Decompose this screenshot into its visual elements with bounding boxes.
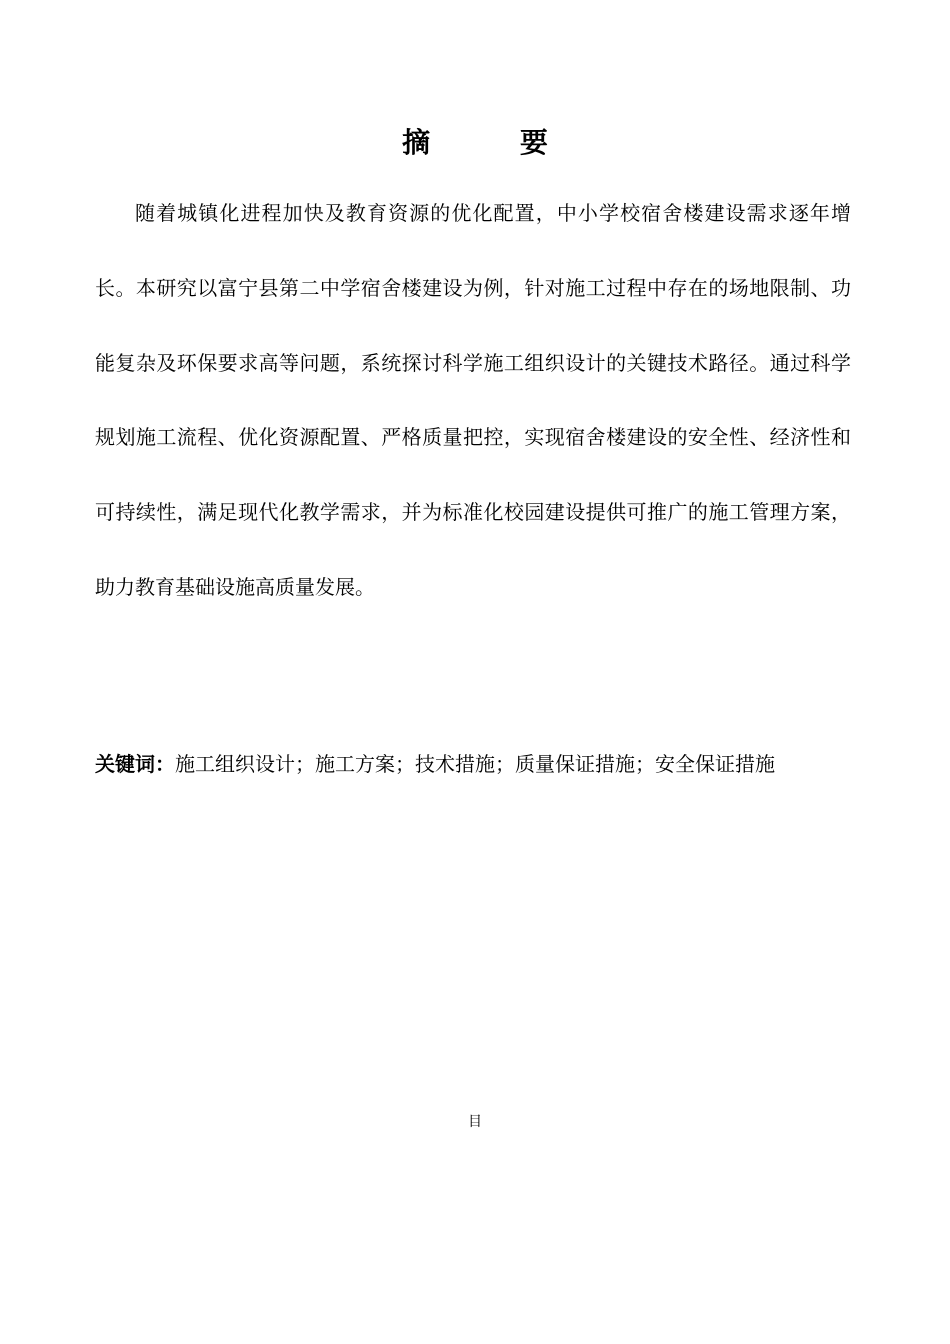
abstract-body: 随着城镇化进程加快及教育资源的优化配置，中小学校宿舍楼建设需求逐年增长。本研究以富宁县第二中学宿舍楼建设为例，针对施工过程中存在的场地限制、功能复杂及环保要求高等问题，系统探讨科学施工组织设计的关键技术路径。通过科学规划施工流程、优化资源配置、严格质量把控，实现宿舍楼建设的安全性、经济性和可持续性，满足现代化教学需求，并为标准化校园建设提供可推广的施工管理方案，助力教育基础设施高质量发展。: [95, 201, 851, 599]
page-footer: 目: [468, 1114, 482, 1130]
keywords-label: 关键词：: [95, 752, 175, 776]
keywords-text: 施工组织设计；施工方案；技术措施；质量保证措施；安全保证措施: [175, 752, 775, 776]
abstract-title: 摘 要: [402, 126, 588, 159]
keywords-line: [95, 740, 851, 788]
